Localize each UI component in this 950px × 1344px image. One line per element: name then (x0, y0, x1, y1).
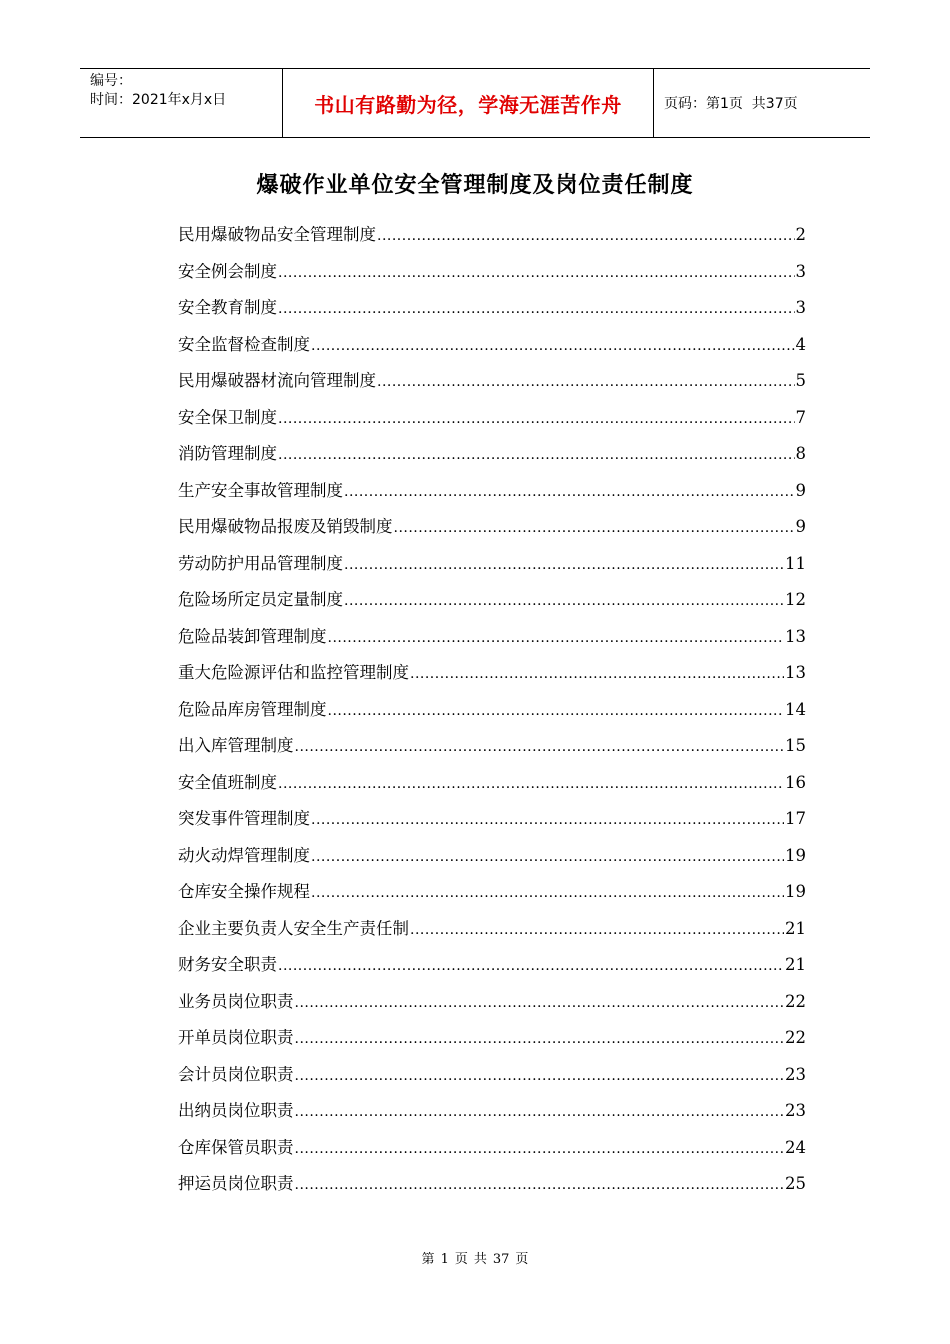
footer-page-word: 第 (421, 1252, 435, 1267)
toc-entry[interactable] (178, 477, 806, 514)
toc-entry-label: 生产安全事故管理制度 (178, 480, 343, 500)
toc-entry-page-number: 16 (785, 772, 806, 792)
toc-dot-leader (278, 411, 795, 427)
toc-dot-leader (278, 447, 795, 463)
toc-entry[interactable] (178, 1097, 806, 1134)
toc-dot-leader (311, 849, 784, 865)
toc-entry-page-number: 5 (795, 371, 806, 390)
toc-entry[interactable] (178, 1170, 806, 1207)
toc-entry-page-number: 19 (785, 882, 806, 901)
toc-entry-label: 消防管理制度 (178, 444, 277, 463)
toc-dot-leader (394, 520, 795, 536)
toc-entry-label: 民用爆破物品安全管理制度 (178, 225, 376, 244)
toc-dot-leader (311, 885, 784, 901)
footer-page-suffix: 页 (454, 1252, 468, 1267)
toc-dot-leader (278, 776, 784, 792)
toc-entry[interactable] (178, 623, 806, 660)
toc-dot-leader (278, 265, 795, 281)
toc-entry[interactable] (178, 294, 806, 331)
page-header (80, 68, 870, 138)
toc-dot-leader (295, 739, 785, 755)
table-of-contents (178, 221, 806, 1207)
toc-entry-page-number: 23 (785, 1064, 806, 1084)
toc-dot-leader (311, 338, 795, 354)
toc-entry-page-number: 7 (795, 407, 806, 427)
toc-entry-label: 突发事件管理制度 (178, 809, 310, 828)
toc-entry-label: 出纳员岗位职责 (178, 1101, 294, 1120)
toc-entry-label: 安全值班制度 (178, 772, 277, 792)
toc-entry-page-number: 2 (795, 225, 806, 244)
toc-entry-page-number: 12 (785, 590, 806, 609)
toc-entry[interactable] (178, 513, 806, 550)
toc-entry-page-number: 24 (785, 1137, 806, 1157)
toc-entry-page-number: 21 (785, 955, 806, 974)
toc-entry[interactable] (178, 440, 806, 477)
toc-entry[interactable] (178, 915, 806, 952)
toc-entry[interactable] (178, 842, 806, 879)
toc-entry-page-number: 9 (795, 480, 806, 500)
header-page-info-text: 页码：第1页 共37页 (664, 96, 798, 112)
toc-entry-label: 安全保卫制度 (178, 407, 277, 427)
toc-dot-leader (278, 958, 784, 974)
toc-dot-leader (295, 1177, 785, 1193)
toc-dot-leader (344, 557, 784, 573)
header-motto: 书山有路勤为径，学海无涯苦作舟 (282, 69, 654, 137)
toc-entry-page-number: 3 (795, 298, 806, 317)
toc-entry[interactable] (178, 586, 806, 623)
footer-total-word: 共 (473, 1252, 487, 1267)
toc-dot-leader (311, 812, 784, 828)
toc-entry[interactable] (178, 805, 806, 842)
toc-entry[interactable] (178, 769, 806, 806)
toc-dot-leader (344, 593, 784, 609)
toc-entry-label: 危险品装卸管理制度 (178, 626, 327, 646)
toc-entry-label: 出入库管理制度 (178, 736, 294, 755)
toc-entry-label: 安全教育制度 (178, 298, 277, 317)
toc-entry-label: 押运员岗位职责 (178, 1174, 294, 1193)
toc-entry-page-number: 3 (795, 261, 806, 281)
toc-entry-page-number: 11 (785, 553, 806, 573)
document-number-label: 编号： (90, 73, 132, 89)
toc-entry[interactable] (178, 258, 806, 295)
toc-entry[interactable] (178, 1024, 806, 1061)
toc-entry-page-number: 13 (785, 663, 806, 682)
toc-entry-page-number: 13 (785, 626, 806, 646)
toc-dot-leader (295, 995, 785, 1011)
toc-dot-leader (295, 1104, 785, 1120)
toc-dot-leader (295, 1031, 785, 1047)
toc-entry-label: 开单员岗位职责 (178, 1028, 294, 1047)
toc-entry[interactable] (178, 550, 806, 587)
toc-entry[interactable] (178, 1061, 806, 1098)
toc-entry[interactable] (178, 1134, 806, 1171)
toc-dot-leader (278, 301, 795, 317)
toc-entry[interactable] (178, 331, 806, 368)
toc-entry[interactable] (178, 988, 806, 1025)
toc-entry[interactable] (178, 951, 806, 988)
toc-entry[interactable] (178, 367, 806, 404)
toc-entry-label: 危险品库房管理制度 (178, 699, 327, 719)
toc-entry-page-number: 25 (785, 1174, 806, 1193)
toc-entry-page-number: 17 (785, 809, 806, 828)
toc-entry-page-number: 14 (785, 699, 806, 719)
toc-dot-leader (328, 703, 785, 719)
toc-entry[interactable] (178, 878, 806, 915)
toc-entry-label: 危险场所定员定量制度 (178, 590, 343, 609)
toc-entry[interactable] (178, 732, 806, 769)
toc-entry-page-number: 9 (795, 517, 806, 536)
toc-entry[interactable] (178, 404, 806, 441)
toc-entry[interactable] (178, 696, 806, 733)
toc-dot-leader (377, 228, 795, 244)
toc-entry-label: 仓库安全操作规程 (178, 882, 310, 901)
toc-entry-page-number: 4 (795, 334, 806, 354)
toc-entry-label: 财务安全职责 (178, 955, 277, 974)
header-page-info (654, 69, 870, 137)
toc-entry-page-number: 22 (785, 1028, 806, 1047)
toc-entry-label: 民用爆破物品报废及销毁制度 (178, 517, 393, 536)
toc-entry-label: 动火动焊管理制度 (178, 845, 310, 865)
toc-entry-label: 企业主要负责人安全生产责任制 (178, 918, 409, 938)
toc-dot-leader (377, 374, 795, 390)
toc-dot-leader (410, 922, 784, 938)
header-meta (80, 69, 282, 137)
toc-entry-page-number: 23 (785, 1101, 806, 1120)
toc-entry-page-number: 22 (785, 991, 806, 1011)
toc-entry-page-number: 8 (795, 444, 806, 463)
toc-entry-label: 仓库保管员职责 (178, 1137, 294, 1157)
document-title: 爆破作业单位安全管理制度及岗位责任制度 (256, 173, 694, 198)
toc-entry-label: 业务员岗位职责 (178, 991, 294, 1011)
toc-entry-page-number: 15 (785, 736, 806, 755)
toc-entry-label: 会计员岗位职责 (178, 1064, 294, 1084)
footer-total-pages: 37 (492, 1252, 510, 1267)
page-footer (0, 1248, 950, 1267)
toc-entry-label: 民用爆破器材流向管理制度 (178, 371, 376, 390)
toc-entry-label: 劳动防护用品管理制度 (178, 553, 343, 573)
footer-current-page: 1 (440, 1252, 449, 1267)
toc-entry-label: 安全监督检查制度 (178, 334, 310, 354)
toc-dot-leader (295, 1068, 785, 1084)
toc-entry-page-number: 21 (785, 918, 806, 938)
footer-total-suffix: 页 (515, 1252, 529, 1267)
toc-dot-leader (344, 484, 795, 500)
toc-dot-leader (410, 666, 784, 682)
toc-entry-label: 重大危险源评估和监控管理制度 (178, 663, 409, 682)
toc-dot-leader (295, 1141, 785, 1157)
document-date: 时间：2021年x月x日 (90, 92, 227, 108)
toc-entry-label: 安全例会制度 (178, 261, 277, 281)
toc-entry-page-number: 19 (785, 845, 806, 865)
toc-entry[interactable] (178, 221, 806, 258)
toc-dot-leader (328, 630, 785, 646)
toc-entry[interactable] (178, 659, 806, 696)
